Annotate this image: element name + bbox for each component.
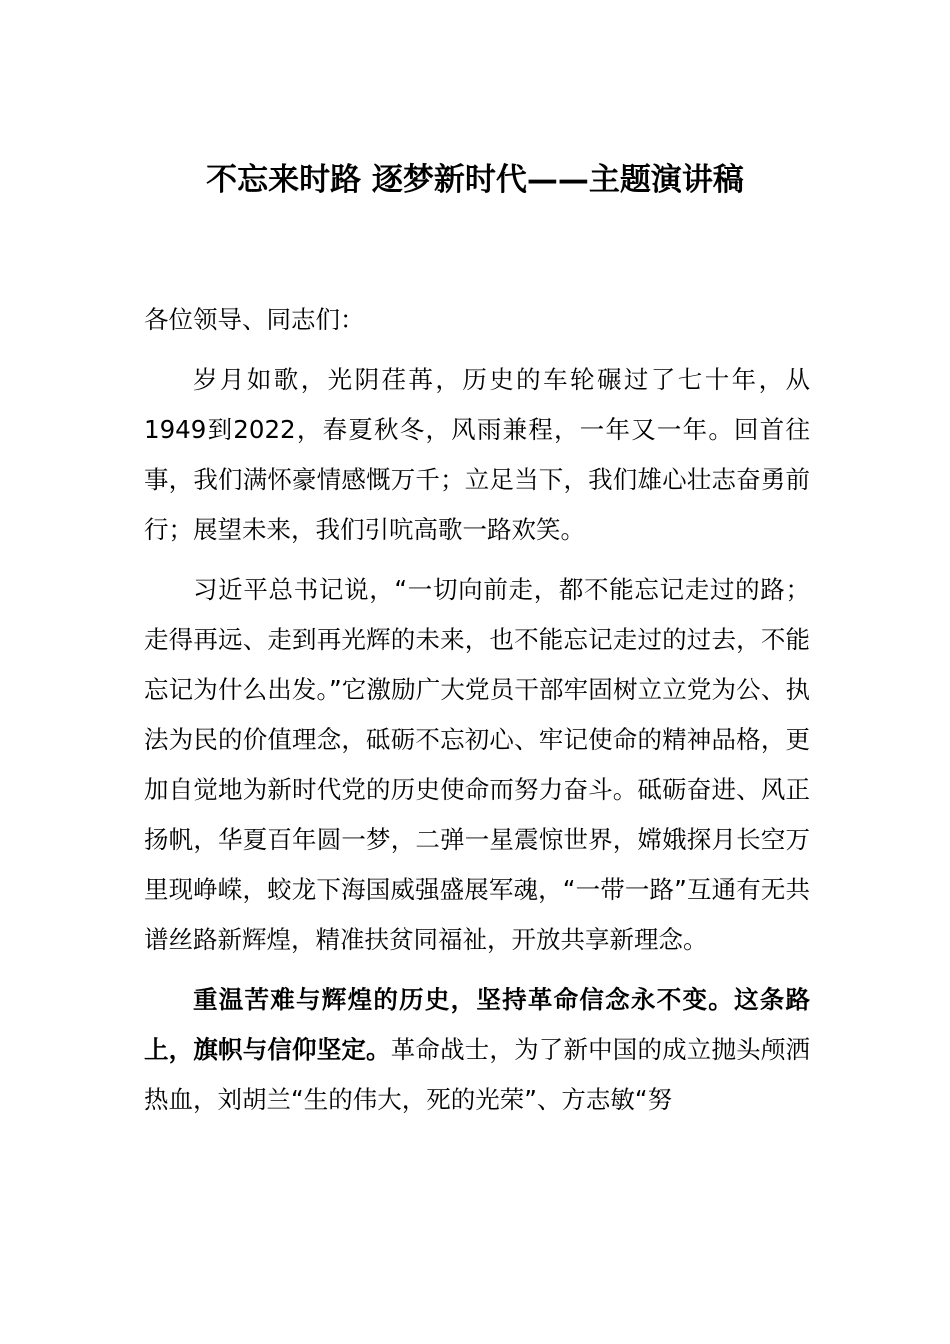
paragraph-3-bold-lead: 重温苦难与辉煌的历史，坚持革命信念永不变。这条路上，旗帜与信仰坚定。: [144, 985, 810, 1064]
salutation: 各位领导、同志们：: [144, 305, 365, 334]
document-body: [144, 295, 810, 1135]
document-title: 不忘来时路 逐梦新时代——主题演讲稿: [206, 162, 744, 198]
paragraph-1: 岁月如歌，光阴荏苒，历史的车轮碾过了七十年，从1949到2022，春夏秋冬，风雨兼程，一年又一年。回首往事，我们满怀豪情感慨万千；立足当下，我们雄心壮志奋勇前行；展望未来，我们引吭高歌一路欢笑。: [144, 365, 810, 544]
paragraph-2: 习近平总书记说，“一切向前走，都不能忘记走过的路；走得再远、走到再光辉的未来，也不能忘记走过的过去，不能忘记为什么出发。”它激励广大党员干部牢固树立立党为公、执法为民的价值理念，砥砺不忘初心、牢记使命的精神品格，更加自觉地为新时代党的历史使命而努力奋斗。砥砺奋进、风正扬帆，华夏百年圆一梦，二弹一星震惊世界，嫦娥探月长空万里现峥嵘，蛟龙下海国威强盛展军魂，“一带一路”互通有无共谱丝路新辉煌，精准扶贫同福祉，开放共享新理念。: [144, 575, 810, 954]
paragraph-3-text: 革命战士，为了新中国的成立抛头颅洒热血，刘胡兰“生的伟大，死的光荣”、方志敏“努: [144, 1035, 811, 1114]
paragraph-3: [144, 975, 810, 1125]
